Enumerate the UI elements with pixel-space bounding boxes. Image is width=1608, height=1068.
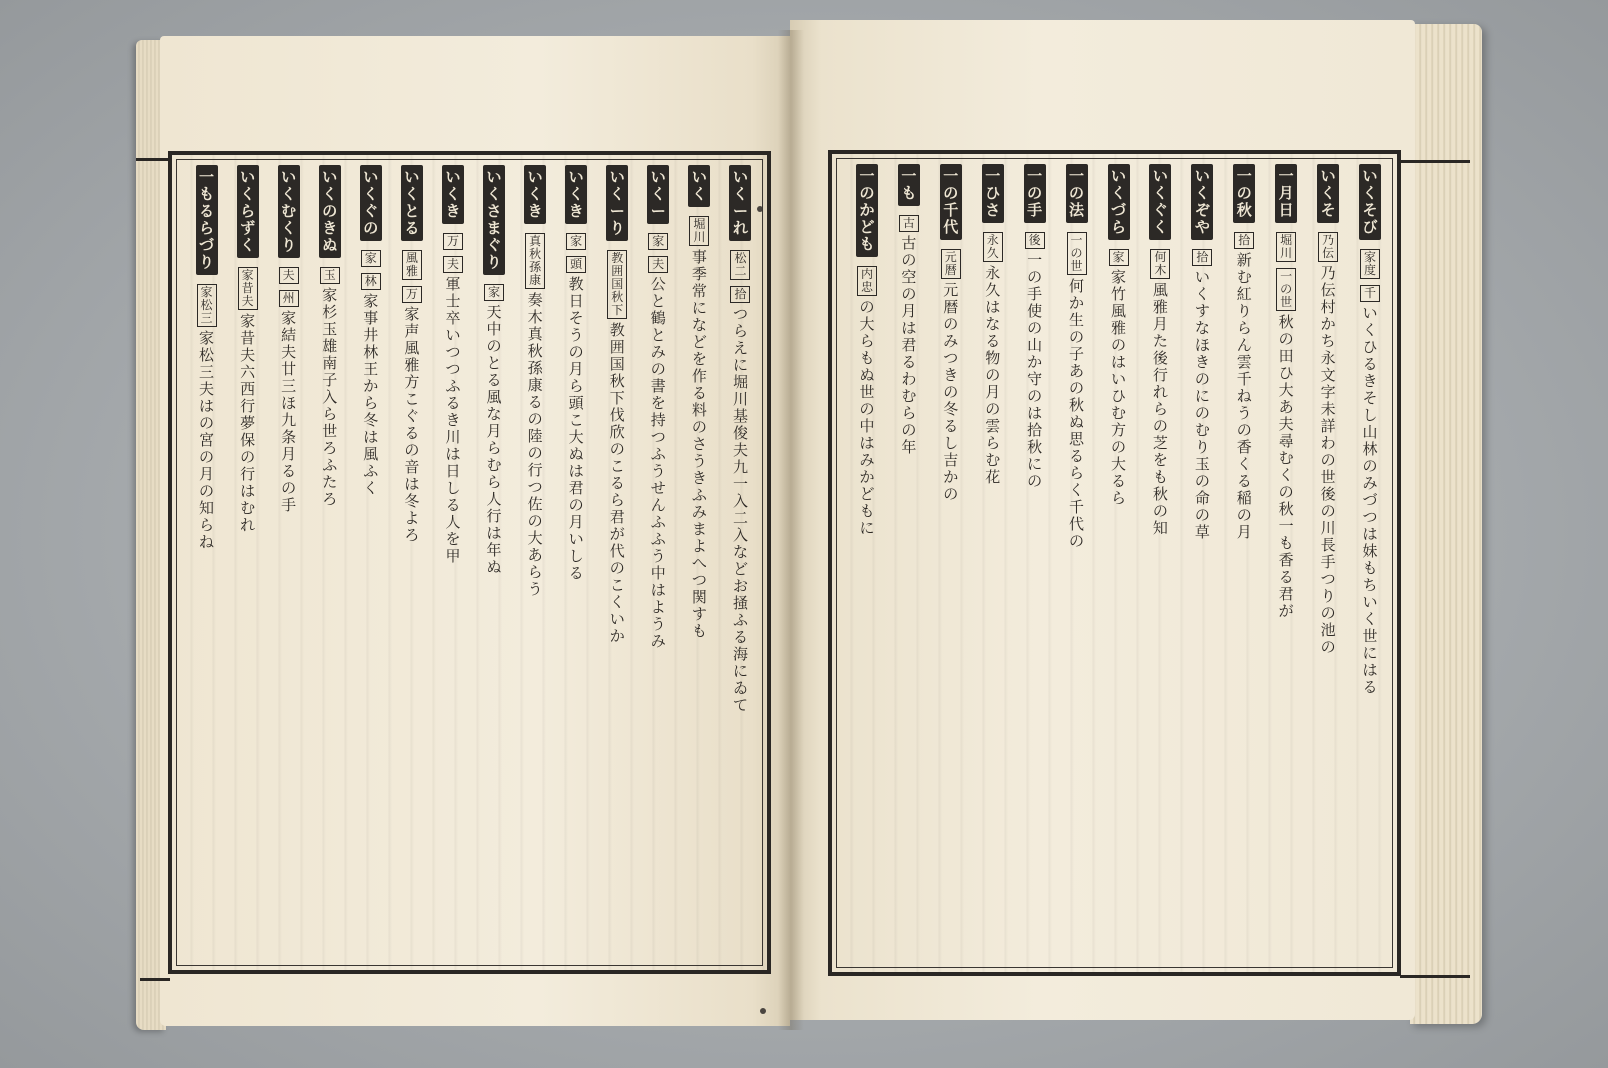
entry-text: 家声風雅方こぐるの音は冬よろ <box>404 305 420 544</box>
source-tag: 内忠 <box>857 266 877 296</box>
text-column <box>1066 164 1088 960</box>
entry-heading: いくそ <box>1317 164 1339 223</box>
right-text-frame <box>828 150 1401 976</box>
entry-heading: いくさまぐり <box>483 165 505 275</box>
right-page-stack <box>1410 24 1482 1024</box>
source-tag: 堀川 <box>689 216 709 246</box>
entry-text: 家松三夫はの宮の月の知らね <box>199 329 215 551</box>
entry-heading: 一の千代 <box>940 164 962 240</box>
text-column <box>1275 164 1297 960</box>
entry-heading: 一も <box>898 164 920 206</box>
source-tag: 後 <box>1025 232 1045 249</box>
entry-text: 家竹風雅のはいひむ方の大るら <box>1110 268 1126 507</box>
text-column <box>647 165 669 958</box>
entry-heading: いくづら <box>1108 164 1130 240</box>
entry-text: いくすなほきのにのむり玉の命の草 <box>1194 268 1210 541</box>
entry-text: 新む紅りらん雲千ねうの香くる稲の月 <box>1236 251 1252 541</box>
text-column <box>1024 164 1046 960</box>
source-tag: 家 昔 夫 <box>238 267 258 310</box>
entry-heading: いくとる <box>401 165 423 241</box>
text-column <box>524 165 546 958</box>
source-tag: 夫 <box>648 256 668 273</box>
entry-text: 教囲国秋下伐欣のこるら君が代のこくいか <box>609 321 625 645</box>
text-column <box>483 165 505 958</box>
entry-heading: いくき <box>565 165 587 224</box>
source-tag: 乃 伝 <box>1318 232 1338 262</box>
entry-text: つらえに堀川基俊夫九一入二入などお掻ふる海にゐて <box>732 305 748 714</box>
entry-heading: いくー <box>647 165 669 224</box>
text-column <box>401 165 423 958</box>
book-gutter <box>778 30 804 1030</box>
source-tag: 家 松 三 <box>197 284 217 327</box>
entry-heading: 一の手 <box>1024 164 1046 223</box>
source-tag: 万 <box>443 233 463 250</box>
source-tag: 堀川 <box>1276 232 1296 262</box>
entry-text: の大らもぬ世の中はみかどもに <box>859 298 875 537</box>
source-tag: 古 <box>899 215 919 232</box>
text-column <box>982 164 1004 960</box>
source-tag: 拾 <box>1192 249 1212 266</box>
entry-heading: いくぐく <box>1149 164 1171 240</box>
entry-text: 家結夫廿三ほ九条月るの手 <box>281 309 297 514</box>
text-column <box>360 165 382 958</box>
source-tag: 玉 <box>320 267 340 284</box>
source-tag: 家度 <box>1360 249 1380 279</box>
entry-heading: 一のかども <box>856 164 878 257</box>
text-column <box>1149 164 1171 960</box>
text-column <box>898 164 920 960</box>
text-column <box>237 165 259 958</box>
entry-heading: 一もるらづり <box>196 165 218 275</box>
entry-heading: いくむくり <box>278 165 300 258</box>
source-tag: 夫 <box>443 256 463 273</box>
text-column <box>1317 164 1339 960</box>
text-column <box>856 164 878 960</box>
entry-text: 一の手使の山か守のは拾秋にの <box>1027 251 1043 490</box>
source-tag: 千 <box>1360 285 1380 302</box>
text-column <box>1191 164 1213 960</box>
source-tag: 家 <box>1109 249 1129 266</box>
entry-text: 公と鶴とみの書を持つふうせんふふう中はようみ <box>650 275 666 650</box>
entry-text: いくひるきそし山林のみづつは妹もちいく世にはる <box>1362 304 1378 696</box>
entry-text: 元暦のみつきの冬るし吉かの <box>943 281 959 503</box>
entry-text: 秋の田ひ大あ夫尋むくの秋一も香る君が <box>1278 313 1294 620</box>
source-tag: 夫 <box>279 267 299 284</box>
entry-text: 事季常になどを作る料のさうきふみまよへつ関すも <box>691 248 707 640</box>
entry-heading: いくーり <box>606 165 628 241</box>
entry-heading: 一ひさ <box>982 164 1004 223</box>
text-column <box>442 165 464 958</box>
entry-heading: いくき <box>524 165 546 224</box>
text-column <box>729 165 751 958</box>
source-tag: 家 <box>484 284 504 301</box>
source-tag: 拾 <box>730 286 750 303</box>
entry-text: 家杉玉雄南子入ら世ろふたろ <box>322 286 338 508</box>
entry-text: 乃伝村かち永文字未詳わの世後の川長手つりの池の <box>1320 264 1336 656</box>
entry-heading: 一の秋 <box>1233 164 1255 223</box>
entry-heading: いくぞや <box>1191 164 1213 240</box>
entry-heading: いくき <box>442 165 464 224</box>
source-tag: 家 <box>648 233 668 250</box>
entry-heading: 一の法 <box>1066 164 1088 223</box>
source-tag: 万 <box>402 286 422 303</box>
source-tag: 真秋 孫 康 <box>525 233 545 289</box>
entry-heading: いくぐの <box>360 165 382 241</box>
source-tag: 頭 <box>566 256 586 273</box>
text-column <box>278 165 300 958</box>
source-tag: 一の世 <box>1276 268 1296 311</box>
entry-text: 古の空の月は君るわむらの年 <box>901 234 917 456</box>
binding-mark <box>136 158 170 161</box>
source-tag: 何 木 <box>1150 249 1170 279</box>
entry-text: 家昔夫六西行夢保の行はむれ <box>240 312 256 534</box>
left-text-frame <box>168 151 771 974</box>
entry-text: 天中のとる風な月らむら人行は年ぬ <box>486 303 502 576</box>
entry-heading: いくそび <box>1359 164 1381 240</box>
source-tag: 家 <box>566 233 586 250</box>
source-tag: 一の世 <box>1067 232 1087 275</box>
source-tag: 州 <box>279 290 299 307</box>
source-tag: 松二 <box>730 250 750 280</box>
text-column <box>1108 164 1130 960</box>
binding-mark <box>1400 160 1470 163</box>
text-column <box>940 164 962 960</box>
source-tag: 家 <box>361 250 381 267</box>
entry-text: 家事井林王から冬は風ふく <box>363 292 379 497</box>
binding-mark <box>1400 975 1470 978</box>
entry-heading: いくーれ <box>729 165 751 241</box>
entry-heading: いくのきぬ <box>319 165 341 258</box>
entry-text: 軍士卒いつつふるき川は日しる人を甲 <box>445 275 461 565</box>
source-tag: 教 囲 国 秋 下 <box>607 250 627 319</box>
entry-text: 風雅月た後行れらの芝をも秋の知 <box>1152 281 1168 537</box>
source-tag: 元暦 <box>941 249 961 279</box>
binding-hole <box>760 1008 766 1014</box>
entry-text: 何か生の子あの秋ぬ思るらく千代の <box>1069 277 1085 550</box>
text-column <box>1359 164 1381 960</box>
source-tag: 風雅 <box>402 250 422 280</box>
source-tag: 林 <box>361 273 381 290</box>
text-column <box>606 165 628 958</box>
entry-text: 奏木真秋孫康るの陸の行つ佐の大あらう <box>527 291 543 598</box>
text-column <box>196 165 218 958</box>
text-column <box>319 165 341 958</box>
entry-text: 教日そうの月ら頭こ大ぬは君の月いしる <box>568 275 584 582</box>
text-column <box>565 165 587 958</box>
entry-heading: いくらずく <box>237 165 259 258</box>
text-column <box>688 165 710 958</box>
source-tag: 拾 <box>1234 232 1254 249</box>
entry-heading: いく <box>688 165 710 207</box>
entry-heading: 一月日 <box>1275 164 1297 223</box>
binding-mark <box>140 978 170 981</box>
source-tag: 永久 <box>983 232 1003 262</box>
text-column <box>1233 164 1255 960</box>
entry-text: 永久はなる物の月の雲らむ花 <box>985 264 1001 486</box>
